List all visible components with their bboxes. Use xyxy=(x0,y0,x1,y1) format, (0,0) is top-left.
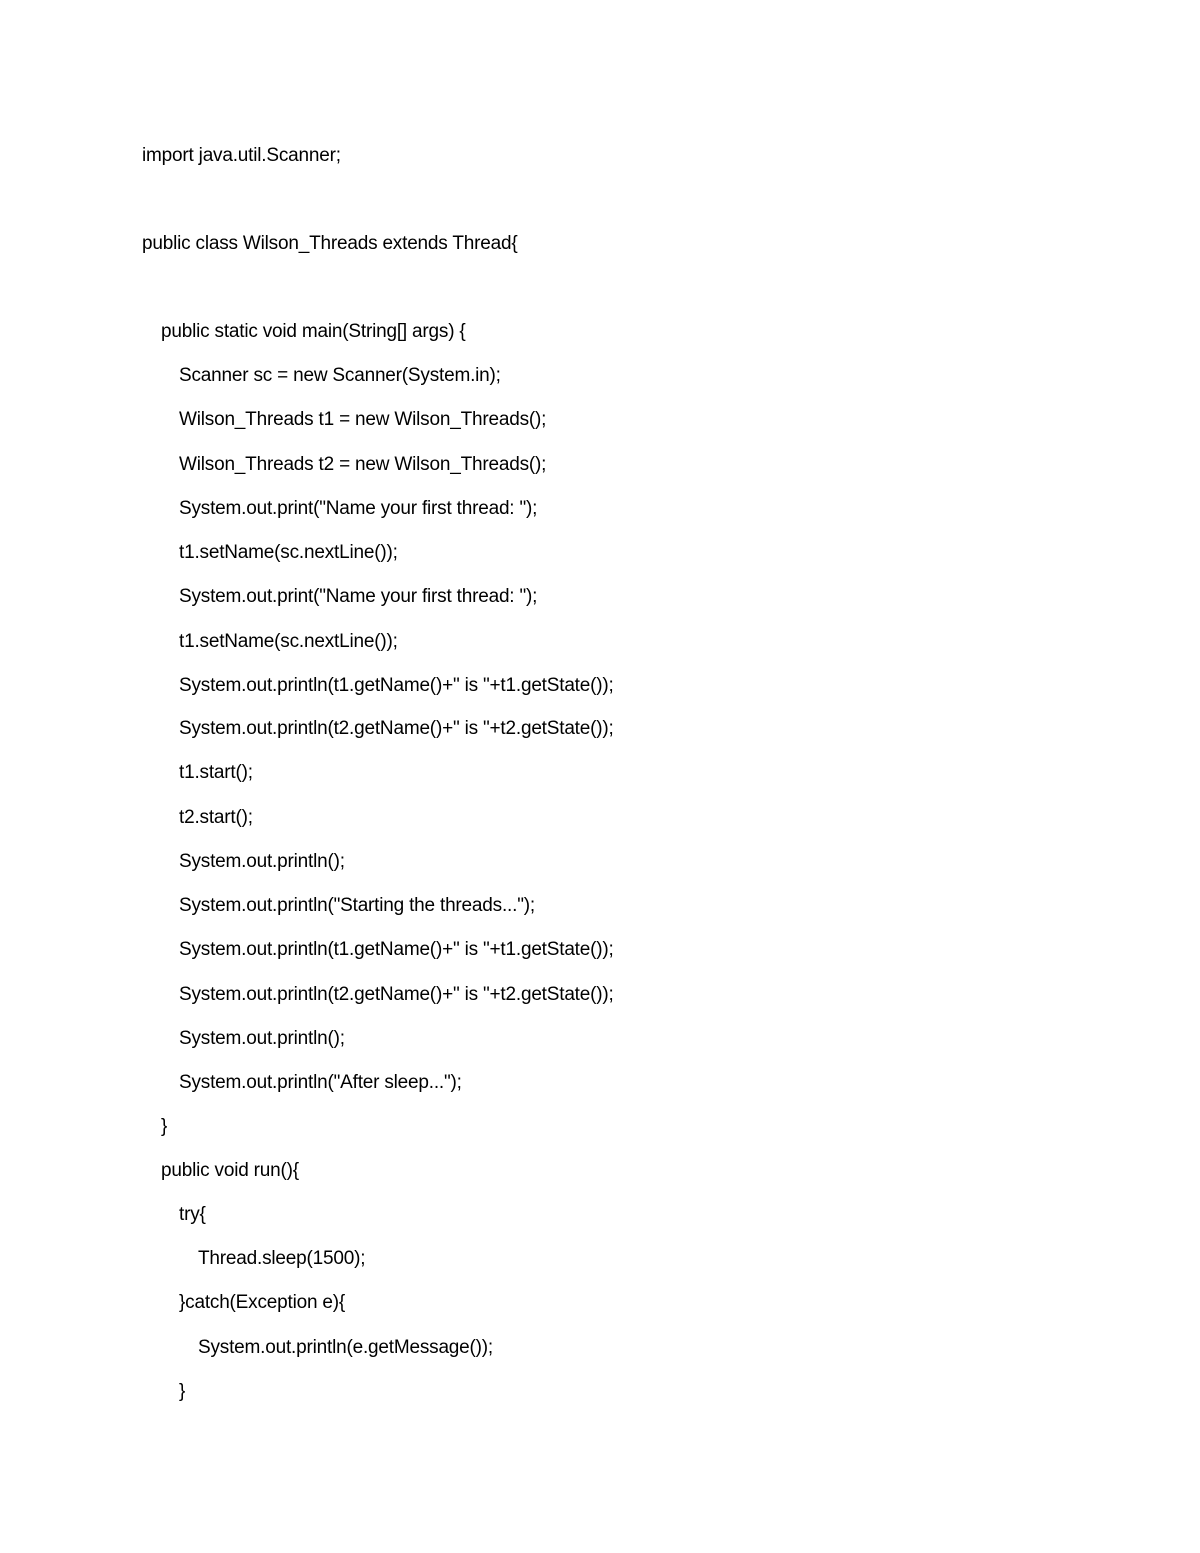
code-line: t1.setName(sc.nextLine()); xyxy=(179,631,398,652)
code-line: System.out.print("Name your first thread: "); xyxy=(179,498,538,519)
code-line: System.out.println("After sleep..."); xyxy=(179,1072,462,1093)
code-line: } xyxy=(161,1116,168,1137)
code-line: System.out.println(); xyxy=(179,851,345,872)
code-line: t1.start(); xyxy=(179,762,253,783)
code-line: }catch(Exception e){ xyxy=(179,1292,346,1313)
code-line: System.out.println(t2.getName()+" is "+t2.getState()); xyxy=(179,984,614,1005)
code-line: System.out.println(); xyxy=(179,1028,345,1049)
code-line: System.out.println(t2.getName()+" is "+t2.getState()); xyxy=(179,718,614,739)
code-line: t2.start(); xyxy=(179,807,253,828)
code-line: System.out.print("Name your first thread: "); xyxy=(179,586,538,607)
code-line: Wilson_Threads t2 = new Wilson_Threads(); xyxy=(179,454,547,475)
code-line: System.out.println(t1.getName()+" is "+t1.getState()); xyxy=(179,939,614,960)
code-line: public static void main(String[] args) { xyxy=(161,321,466,342)
code-line: try{ xyxy=(179,1204,206,1225)
code-line: import java.util.Scanner; xyxy=(142,145,341,166)
code-line: Scanner sc = new Scanner(System.in); xyxy=(179,365,501,386)
code-line: System.out.println("Starting the threads..."); xyxy=(179,895,535,916)
code-line: } xyxy=(179,1381,186,1402)
code-line: t1.setName(sc.nextLine()); xyxy=(179,542,398,563)
code-line: public void run(){ xyxy=(161,1160,299,1181)
code-line: Thread.sleep(1500); xyxy=(198,1248,366,1269)
code-line: System.out.println(e.getMessage()); xyxy=(198,1337,494,1358)
code-line: public class Wilson_Threads extends Thread{ xyxy=(142,233,518,254)
code-line: System.out.println(t1.getName()+" is "+t1.getState()); xyxy=(179,675,614,696)
code-line: Wilson_Threads t1 = new Wilson_Threads(); xyxy=(179,409,547,430)
